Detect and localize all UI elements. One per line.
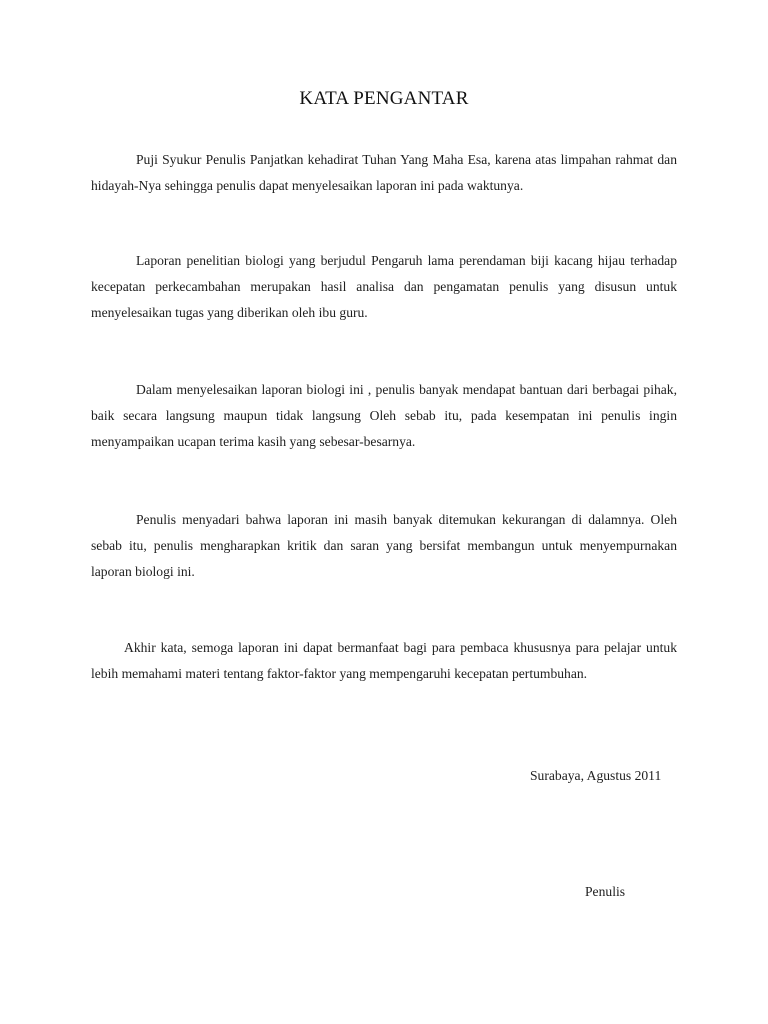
paragraph-closing: Akhir kata, semoga laporan ini dapat bermanfaat bagi para pembaca khususnya para pelajar untuk lebih memahami materi tentang faktor-faktor yang mempengaruhi kecepatan pertumbuhan.	[91, 640, 677, 681]
place-and-date: Surabaya, Agustus 2011	[530, 768, 662, 783]
paragraph-shortcomings: Penulis menyadari bahwa laporan ini masih banyak ditemukan kekurangan di dalamnya. Oleh sebab itu, penulis mengharapkan kritik dan saran yang bersifat membangun untuk menyempurnakan laporan biologi ini.	[91, 512, 677, 579]
paragraph-acknowledgements: Dalam menyelesaikan laporan biologi ini , penulis banyak mendapat bantuan dari berbagai pihak, baik secara langsung maupun tidak langsung Oleh sebab itu, pada kesempatan ini penulis ingin menyampaikan ucapan terima kasih yang sebesar-besarnya.	[91, 382, 677, 449]
paragraph-opening-gratitude: Puji Syukur Penulis Panjatkan kehadirat Tuhan Yang Maha Esa, karena atas limpahan rahmat dan hidayah-Nya sehingga penulis dapat menyelesaikan laporan ini pada waktunya.	[91, 152, 677, 193]
paragraph-report-description: Laporan penelitian biologi yang berjudul Pengaruh lama perendaman biji kacang hijau terhadap kecepatan perkecambahan merupakan hasil analisa dan pengamatan penulis yang disusun untuk menyelesaikan tugas yang diberikan oleh ibu guru.	[91, 253, 677, 320]
page-title: KATA PENGANTAR	[299, 88, 469, 109]
signer-name: Penulis	[585, 884, 626, 899]
